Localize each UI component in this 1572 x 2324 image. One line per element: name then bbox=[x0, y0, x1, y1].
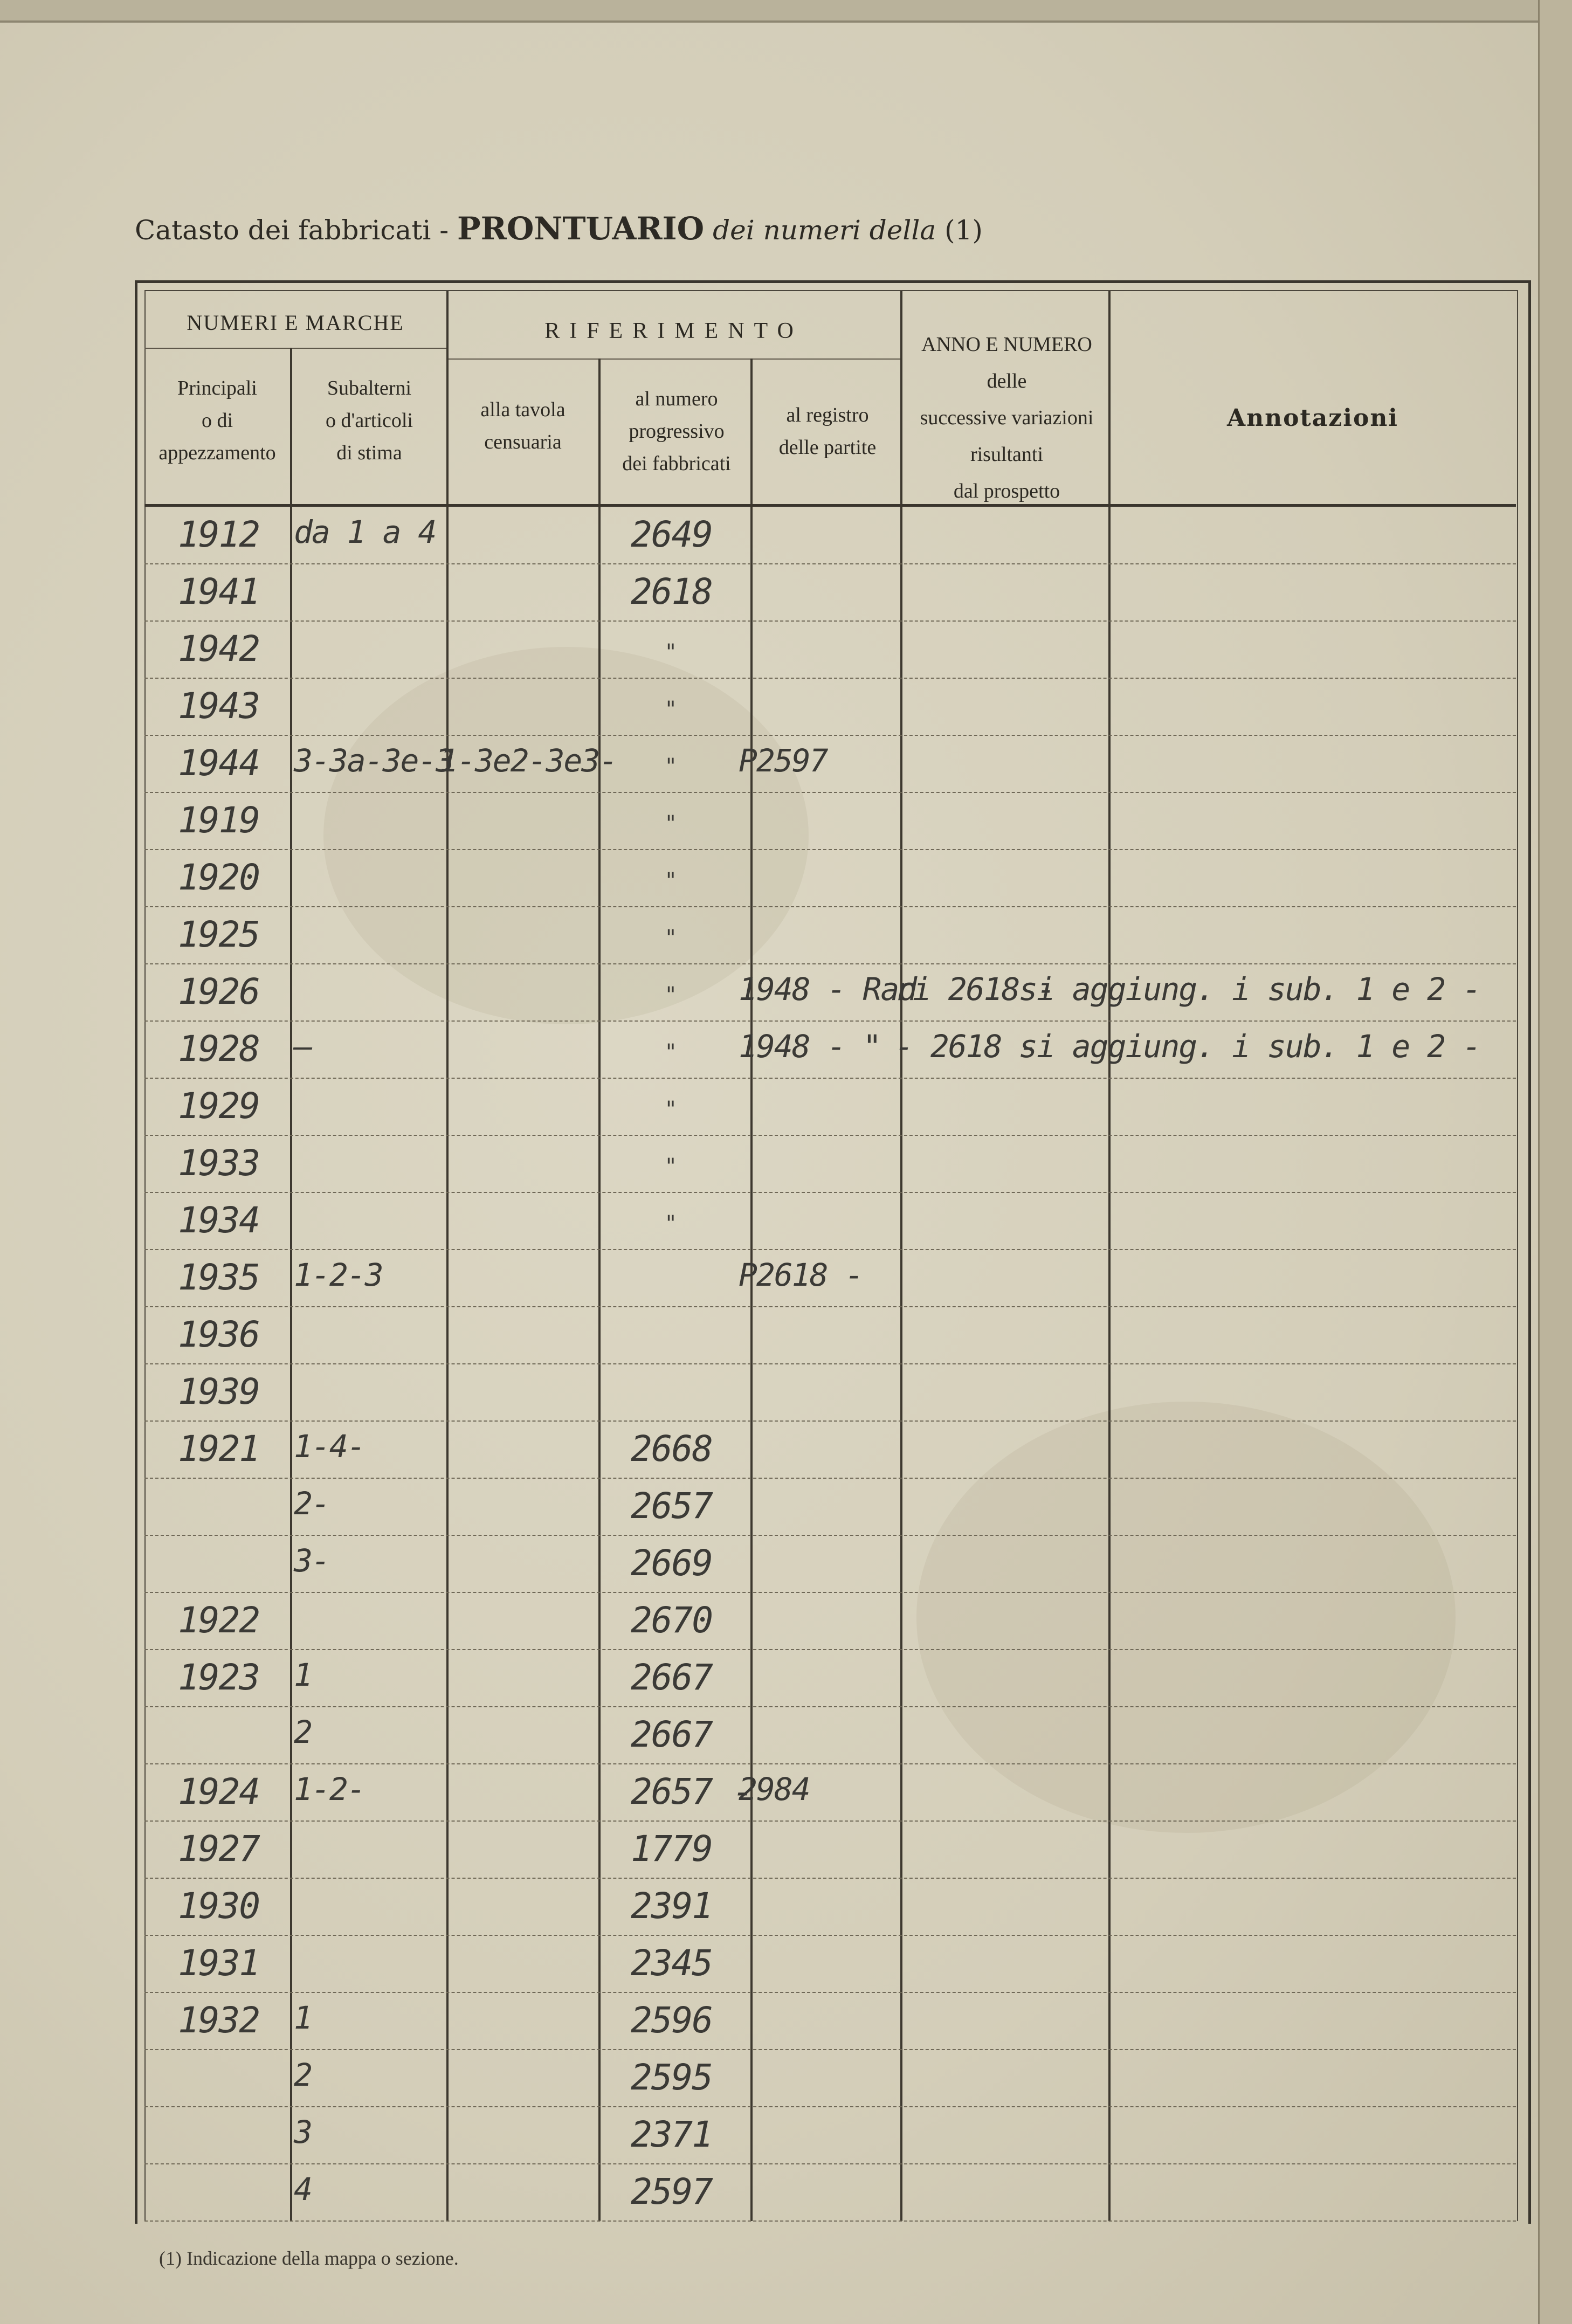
header-divider bbox=[144, 348, 446, 349]
cell-numero: " bbox=[666, 926, 676, 950]
row-rule bbox=[144, 1935, 1516, 1936]
page-binding-edge bbox=[1538, 0, 1572, 2324]
header-suffix: dei numeri della bbox=[713, 215, 936, 246]
cell-principale: 1921 bbox=[178, 1428, 259, 1470]
row-rule bbox=[144, 1592, 1516, 1593]
cell-numero: 2597 bbox=[631, 2171, 712, 2212]
column-rule bbox=[446, 291, 449, 2221]
row-rule bbox=[144, 1649, 1516, 1650]
cell-registro: P2597 bbox=[739, 742, 828, 779]
cell-numero: " bbox=[666, 1040, 676, 1065]
cell-numero: 2657 - bbox=[631, 1771, 753, 1812]
cell-numero: 2596 bbox=[631, 1999, 712, 2041]
cell-principale: 1931 bbox=[178, 1942, 259, 1984]
col-numero-line: al numero bbox=[635, 388, 718, 410]
row-rule bbox=[144, 1306, 1516, 1307]
row-rule bbox=[144, 963, 1516, 964]
cell-anno: ri 2618 - bbox=[895, 971, 1055, 1008]
cell-subalterno: 1-2- bbox=[294, 1771, 365, 1808]
row-rule bbox=[144, 620, 1516, 622]
footnote: (1) Indicazione della mappa o sezione. bbox=[159, 2247, 459, 2269]
cell-anno: - 2618 - bbox=[895, 1028, 1037, 1065]
cell-principale: 1939 bbox=[178, 1371, 259, 1412]
cell-numero: 2669 bbox=[631, 1542, 712, 1584]
col-anno-numero bbox=[903, 326, 1111, 509]
row-rule bbox=[144, 2163, 1516, 2164]
cell-tavola: 1-3e2-3e3- bbox=[439, 742, 617, 779]
cell-numero: " bbox=[666, 868, 676, 893]
header-title: PRONTUARIO bbox=[457, 210, 705, 247]
cell-principale: 1933 bbox=[178, 1142, 259, 1184]
cell-numero: 2649 bbox=[631, 514, 712, 555]
cell-numero: " bbox=[666, 1154, 676, 1179]
cell-principale: 1932 bbox=[178, 1999, 259, 2041]
cell-registro: P2618 - bbox=[739, 1257, 863, 1293]
cell-principale: 1935 bbox=[178, 1257, 259, 1298]
col-tavola-line: censuaria bbox=[484, 431, 562, 453]
cell-numero: 2618 bbox=[631, 571, 712, 612]
cell-subalterno: 1 bbox=[294, 1657, 312, 1693]
cell-numero: 2657 bbox=[631, 1485, 712, 1527]
cell-numero: 2595 bbox=[631, 2057, 712, 2098]
row-rule bbox=[144, 849, 1516, 850]
col-numero-line: dei fabbricati bbox=[622, 452, 731, 475]
group-numeri-marche: NUMERI E MARCHE bbox=[187, 311, 404, 335]
cell-principale: 1943 bbox=[178, 685, 259, 727]
col-anno-line: successive variazioni bbox=[920, 406, 1094, 429]
col-subalterni bbox=[294, 372, 445, 469]
cell-principale: 1941 bbox=[178, 571, 259, 612]
cell-subalterno: 1-4- bbox=[294, 1428, 365, 1465]
row-rule bbox=[144, 1020, 1516, 1022]
col-tavola-line: alla tavola bbox=[480, 398, 566, 421]
cell-principale: 1926 bbox=[178, 971, 259, 1012]
header-note-ref: (1) bbox=[944, 215, 983, 246]
cell-numero: 2667 bbox=[631, 1657, 712, 1698]
cell-subalterno: 1 bbox=[294, 1999, 312, 2036]
cell-subalterno: 2- bbox=[294, 1485, 329, 1522]
col-numero-line: progressivo bbox=[629, 420, 725, 443]
col-registro-line: delle partite bbox=[778, 436, 877, 459]
row-rule bbox=[144, 1478, 1516, 1479]
row-rule bbox=[144, 1535, 1516, 1536]
cell-numero: " bbox=[666, 983, 676, 1008]
cell-numero: " bbox=[666, 640, 676, 665]
cell-principale: 1920 bbox=[178, 857, 259, 898]
row-rule bbox=[144, 1878, 1516, 1879]
cell-annotazioni: si aggiung. i sub. 1 e 2 - bbox=[1019, 971, 1480, 1008]
column-rule bbox=[900, 291, 902, 2221]
col-registro bbox=[752, 399, 903, 464]
row-rule bbox=[144, 1820, 1516, 1822]
col-principali-line: appezzamento bbox=[158, 442, 276, 464]
cell-principale: 1919 bbox=[178, 799, 259, 841]
col-subalterni-line: Subalterni bbox=[327, 377, 412, 399]
cell-principale: 1930 bbox=[178, 1885, 259, 1927]
row-rule bbox=[144, 2049, 1516, 2050]
col-principali-line: Principali bbox=[177, 377, 257, 399]
cell-principale: 1924 bbox=[178, 1771, 259, 1812]
cell-numero: " bbox=[666, 697, 676, 722]
col-anno-line: ANNO E NUMERO bbox=[921, 333, 1092, 356]
col-anno-line: dal prospetto bbox=[953, 480, 1060, 502]
row-rule bbox=[144, 735, 1516, 736]
cell-numero: 2670 bbox=[631, 1599, 712, 1641]
cell-numero: 2391 bbox=[631, 1885, 712, 1927]
cell-numero: " bbox=[666, 811, 676, 836]
header-bottom-rule bbox=[144, 504, 1516, 507]
page-top-edge bbox=[0, 0, 1572, 23]
cell-registro: 2984 bbox=[739, 1771, 810, 1808]
cell-subalterno: 3-3a-3e-3 bbox=[294, 742, 454, 779]
cell-subalterno: 2 bbox=[294, 2057, 312, 2093]
column-rule bbox=[598, 358, 601, 2221]
cell-subalterno: 2 bbox=[294, 1714, 312, 1750]
row-rule bbox=[144, 906, 1516, 907]
header-divider bbox=[447, 358, 900, 360]
col-subalterni-line: o d'articoli bbox=[326, 409, 413, 432]
col-subalterni-line: di stima bbox=[336, 442, 402, 464]
cell-principale: 1922 bbox=[178, 1599, 259, 1641]
row-rule bbox=[144, 1078, 1516, 1079]
row-rule bbox=[144, 1192, 1516, 1193]
row-rule bbox=[144, 1420, 1516, 1422]
cell-principale: 1925 bbox=[178, 914, 259, 955]
cell-annotazioni: si aggiung. i sub. 1 e 2 - bbox=[1019, 1028, 1480, 1065]
cell-principale: 1944 bbox=[178, 742, 259, 784]
col-registro-line: al registro bbox=[786, 404, 869, 426]
cell-principale: 1928 bbox=[178, 1028, 259, 1070]
col-numero bbox=[601, 383, 752, 480]
row-rule bbox=[144, 2220, 1516, 2222]
cell-numero: " bbox=[666, 1211, 676, 1236]
cell-subalterno: da 1 a 4 bbox=[294, 514, 436, 550]
row-rule bbox=[144, 1363, 1516, 1364]
group-riferimento: RIFERIMENTO bbox=[544, 319, 803, 343]
col-annotazioni: Annotazioni bbox=[1226, 404, 1399, 432]
table-inner-frame bbox=[144, 290, 1518, 2221]
cell-principale: 1912 bbox=[178, 514, 259, 555]
row-rule bbox=[144, 792, 1516, 793]
cell-numero: 2667 bbox=[631, 1714, 712, 1755]
cell-principale: 1942 bbox=[178, 628, 259, 670]
cell-subalterno: 4 bbox=[294, 2171, 312, 2208]
row-rule bbox=[144, 678, 1516, 679]
cell-principale: 1929 bbox=[178, 1085, 259, 1127]
row-rule bbox=[144, 2106, 1516, 2107]
column-rule bbox=[290, 348, 292, 2221]
cell-numero: 2345 bbox=[631, 1942, 712, 1984]
header-prefix: Catasto dei fabbricati - bbox=[135, 215, 449, 246]
cell-subalterno: 1-2-3 bbox=[294, 1257, 383, 1293]
cell-registro: 1948 - Rad bbox=[739, 971, 916, 1008]
cell-subalterno: 3 bbox=[294, 2114, 312, 2150]
cell-numero: 2371 bbox=[631, 2114, 712, 2155]
col-principali bbox=[144, 372, 290, 469]
row-rule bbox=[144, 1249, 1516, 1250]
col-principali-line: o di bbox=[201, 409, 233, 432]
cell-principale: 1934 bbox=[178, 1199, 259, 1241]
cell-registro: 1948 - " bbox=[739, 1028, 881, 1065]
col-anno-line: delle bbox=[987, 370, 1027, 392]
row-rule bbox=[144, 1135, 1516, 1136]
cell-principale: 1927 bbox=[178, 1828, 259, 1870]
column-rule bbox=[1108, 291, 1111, 2221]
cell-subalterno: — bbox=[294, 1028, 312, 1065]
col-anno-line: risultanti bbox=[970, 443, 1044, 466]
cell-numero: " bbox=[666, 1097, 676, 1122]
page-header bbox=[135, 210, 983, 247]
row-rule bbox=[144, 1763, 1516, 1764]
row-rule bbox=[144, 563, 1516, 564]
cell-numero: 1779 bbox=[631, 1828, 712, 1870]
col-tavola bbox=[447, 394, 598, 458]
cell-principale: 1936 bbox=[178, 1314, 259, 1355]
cell-principale: 1923 bbox=[178, 1657, 259, 1698]
cell-subalterno: 3- bbox=[294, 1542, 329, 1579]
cell-numero: 2668 bbox=[631, 1428, 712, 1470]
row-rule bbox=[144, 1992, 1516, 1993]
row-rule bbox=[144, 1706, 1516, 1707]
cell-numero: " bbox=[666, 754, 676, 779]
